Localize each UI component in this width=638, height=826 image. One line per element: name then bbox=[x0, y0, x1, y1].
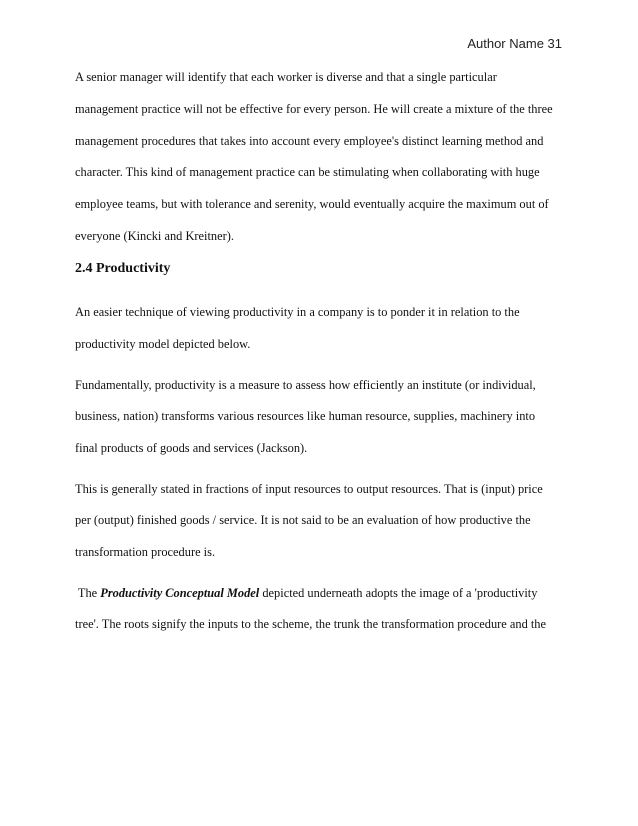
paragraph-4-line-2: per (output) finished goods / service. It is not said to be an evaluation of how productive the bbox=[75, 513, 531, 527]
section-heading: 2.4 Productivity bbox=[75, 261, 171, 276]
paragraph-1-line-3: management procedures that takes into account every employee's distinct learning method and bbox=[75, 134, 544, 148]
paragraph-2-line-2: productivity model depicted below. bbox=[75, 337, 251, 351]
paragraph-1-line-6: everyone (Kincki and Kreitner). bbox=[75, 229, 234, 243]
paragraph-3-line-2: business, nation) transforms various resources like human resource, supplies, machinery into bbox=[75, 409, 536, 423]
paragraph-5-line-1 bbox=[75, 585, 537, 601]
paragraph-1-line-1: A senior manager will identify that each worker is diverse and that a single particular bbox=[75, 70, 497, 84]
paragraph-2-line-1: An easier technique of viewing productivity in a company is to ponder it in relation to the bbox=[75, 305, 520, 319]
paragraph-4-line-3: transformation procedure is. bbox=[75, 545, 216, 559]
running-header: Author Name 31 bbox=[467, 36, 562, 51]
paragraph-1-line-4: character. This kind of management practice can be stimulating when collaborating with huge bbox=[75, 165, 540, 179]
paragraph-3-line-1: Fundamentally, productivity is a measure to assess how efficiently an institute (or individual, bbox=[75, 378, 536, 392]
paragraph-4-line-1: This is generally stated in fractions of input resources to output resources. That is (input) price bbox=[75, 482, 543, 496]
paragraph-3-line-3: final products of goods and services (Jackson). bbox=[75, 441, 308, 455]
paragraph-1-line-2: management practice will not be effective for every person. He will create a mixture of the three bbox=[75, 102, 553, 116]
paragraph-5-line-2: tree'. The roots signify the inputs to the scheme, the trunk the transformation procedure and the bbox=[75, 617, 546, 631]
model-name-emphasis: Productivity Conceptual Model bbox=[100, 586, 260, 600]
paragraph-5-suffix: depicted underneath adopts the image of a 'productivity bbox=[259, 586, 538, 600]
paragraph-1-line-5: employee teams, but with tolerance and serenity, would eventually acquire the maximum out of bbox=[75, 197, 549, 211]
paragraph-5-prefix: The bbox=[75, 586, 101, 600]
